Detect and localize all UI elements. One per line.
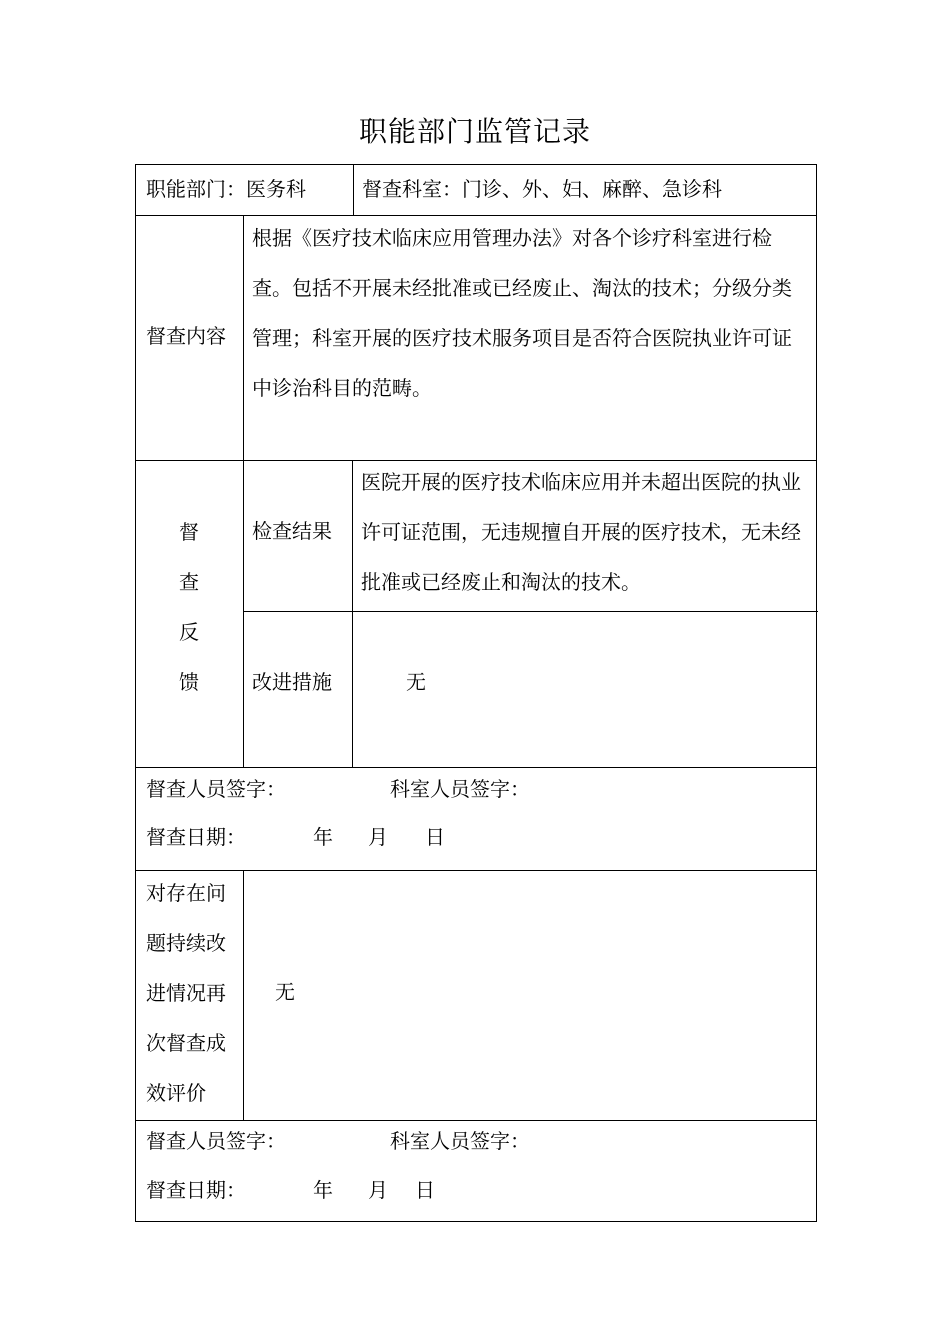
date-day: 日 [415,1178,435,1202]
inspected-departments: 督查科室：门诊、外、妇、麻醉、急诊科 [362,177,722,201]
measures-label: 改进措施 [252,670,332,694]
date-day: 日 [425,825,445,849]
divider [353,165,354,215]
page-title: 职能部门监管记录 [358,115,591,148]
divider [243,870,244,1120]
inspection-date-label: 督查日期： [146,1178,246,1202]
followup-label-line: 次督查成 [146,1031,226,1055]
followup-label-line: 对存在问 [146,881,226,905]
inspector-signature-label: 督查人员签字： [146,1129,286,1153]
date-month: 月 [368,1178,388,1202]
supervision-record-form [135,164,817,1222]
date-year: 年 [313,1178,333,1202]
dept-staff-signature-label: 科室人员签字： [390,777,530,801]
date-month: 月 [368,825,388,849]
result-label: 检查结果 [252,519,332,543]
followup-label-line: 进情况再 [146,981,226,1005]
feedback-label-char: 督 [179,520,199,544]
followup-text: 无 [275,980,295,1004]
dept-staff-signature-label: 科室人员签字： [390,1129,530,1153]
followup-label [146,868,241,1118]
inspection-date-label: 督查日期： [146,825,246,849]
feedback-label [174,507,204,707]
content-text: 根据《医疗技术临床应用管理办法》对各个诊疗科室进行检查。包括不开展未经批准或已经废止、淘汰的技术；分级分类管理；科室开展的医疗技术服务项目是否符合医院执业许可证中诊治科目的范畴。 [252,226,792,400]
divider [243,460,244,767]
inspector-signature-label: 督查人员签字： [146,777,286,801]
divider [352,460,353,767]
divider [243,215,244,460]
department-label: 职能部门：医务科 [146,177,306,201]
followup-label-line: 效评价 [146,1081,206,1105]
content-label: 督查内容 [146,324,226,348]
followup-label-line: 题持续改 [146,931,226,955]
divider [243,611,818,612]
date-year: 年 [313,825,333,849]
feedback-label-char: 查 [179,570,199,594]
measures-text: 无 [406,670,426,694]
feedback-label-char: 反 [179,620,199,644]
feedback-label-char: 馈 [179,670,199,694]
result-text: 医院开展的医疗技术临床应用并未超出医院的执业许可证范围，无违规擅自开展的医疗技术，无未经批准或已经废止和淘汰的技术。 [361,470,801,594]
